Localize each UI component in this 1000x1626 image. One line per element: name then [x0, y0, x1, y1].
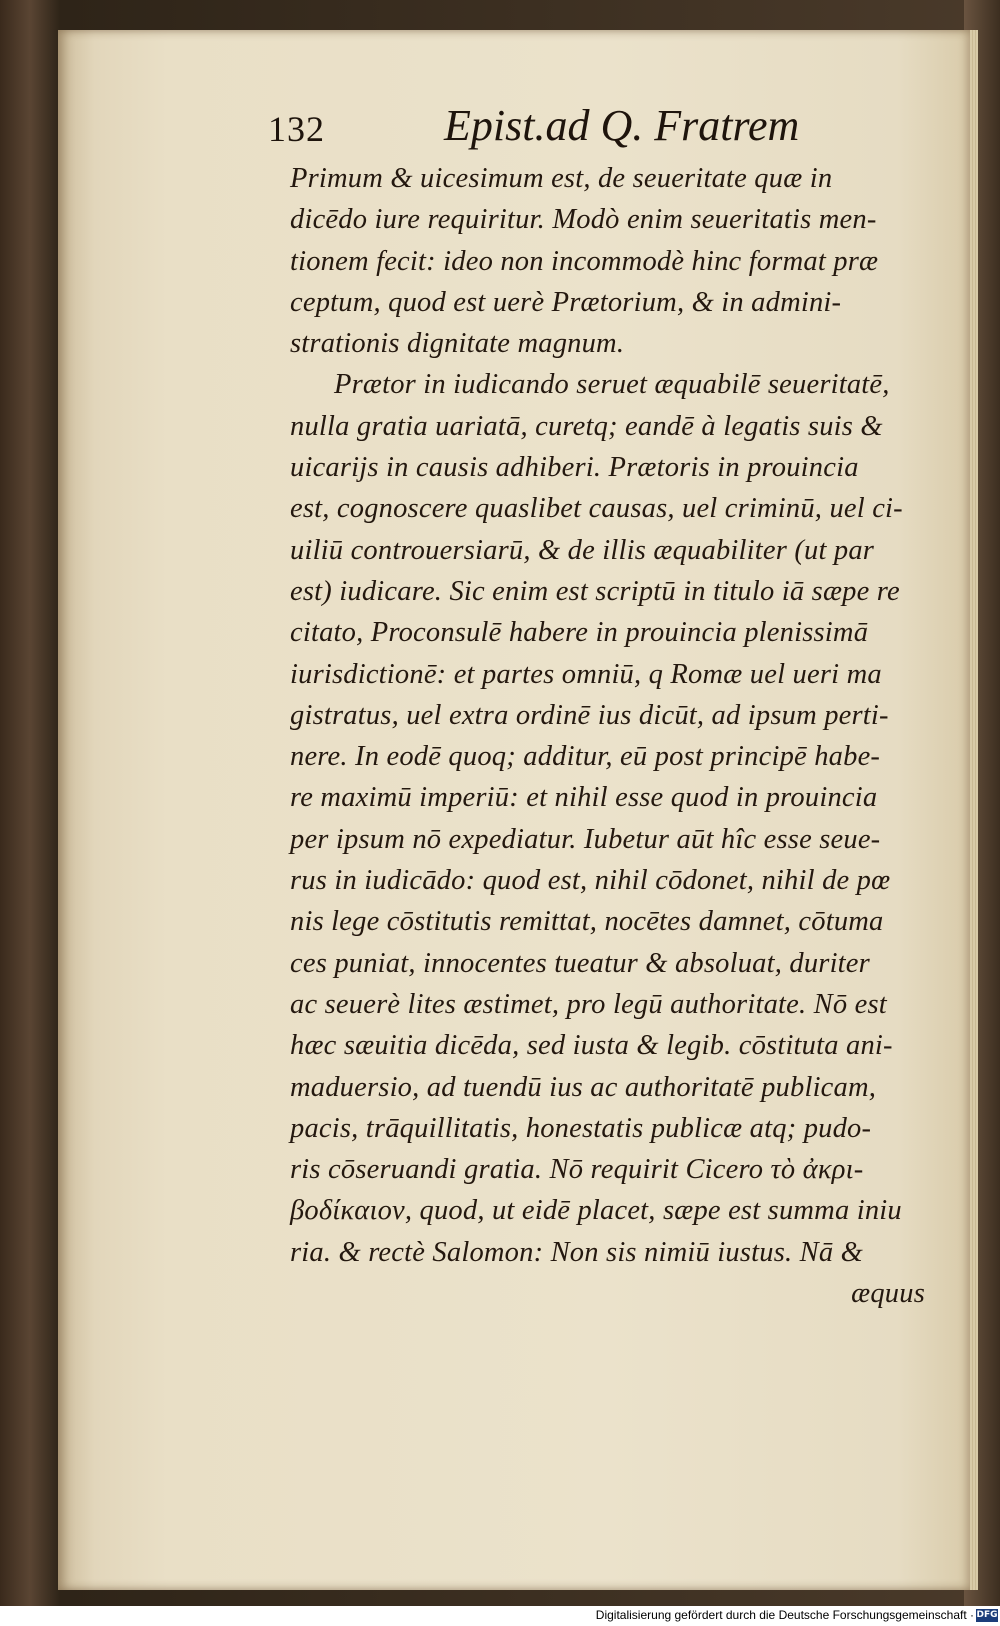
- text-line: ris cōseruandi gratia. Nō requirit Cicero τὸ ἀκρι-: [290, 1154, 864, 1186]
- dfg-logo: DFG: [976, 1610, 998, 1620]
- text-line: strationis dignitate magnum.: [290, 328, 625, 360]
- text-line: nulla gratia uariatā, curetq; eandē à legatis suis &: [290, 410, 883, 442]
- text-line: nere. In eodē quoq; additur, eū post principē habe-: [290, 741, 881, 773]
- running-head: Epist.ad Q. Fratrem: [444, 101, 800, 150]
- page-edge-stack: [970, 30, 978, 1590]
- body-text: [290, 158, 945, 1314]
- text-line: Primum & uicesimum est, de seueritate quæ in: [290, 163, 833, 194]
- text-line: gistratus, uel extra ordinē ius dicūt, ad ipsum perti-: [290, 699, 889, 731]
- text-line: est, cognoscere quaslibet causas, uel criminū, uel ci-: [290, 493, 903, 525]
- text-line: Prætor in iudicando seruet æquabilē seueritatē,: [334, 369, 890, 401]
- text-line: rus in iudicādo: quod est, nihil cōdonet, nihil de pœ: [290, 865, 891, 897]
- text-line: tionem fecit: ideo non incommodè hinc format præ: [290, 245, 879, 277]
- page-number: 132: [268, 109, 325, 149]
- digitization-credit: Digitalisierung gefördert durch die Deutsche Forschungsgemeinschaft ·: [595, 1608, 974, 1622]
- text-line: ces puniat, innocentes tueatur & absoluat, duriter: [290, 947, 870, 979]
- text-line: maduersio, ad tuendū ius ac authoritatē publicam,: [290, 1071, 877, 1103]
- text-line: dicēdo iure requiritur. Modò enim seueritatis men-: [290, 204, 877, 236]
- text-line: hæc sæuitia dicēda, sed iusta & legib. cōstituta ani-: [290, 1030, 893, 1062]
- page-header: [268, 98, 828, 158]
- text-line: nis lege cōstitutis remittat, nocētes damnet, cōtuma: [290, 906, 884, 938]
- text-line: ria. & rectè Salomon: Non sis nimiū iustus. Nā &: [290, 1236, 864, 1268]
- text-line: re maximū imperiū: et nihil esse quod in prouincia: [290, 782, 878, 814]
- text-line: per ipsum nō expediatur. Iubetur aūt hîc esse seue-: [290, 823, 881, 855]
- text-line: pacis, trāquillitatis, honestatis publicæ atq; pudo-: [290, 1112, 872, 1144]
- text-line: βοδίκαιον, quod, ut eidē placet, sæpe est summa iniu: [290, 1195, 902, 1227]
- text-line: iurisdictionē: et partes omniū, q Romæ uel ueri ma: [290, 658, 882, 690]
- text-line: ceptum, quod est uerè Prætorium, & in admini-: [290, 286, 842, 318]
- text-line: est) iudicare. Sic enim est scriptū in titulo iā sæpe re: [290, 575, 900, 607]
- catchword: æquus: [851, 1278, 925, 1310]
- text-line: uiliū controuersiarū, & de illis æquabiliter (ut par: [290, 534, 875, 566]
- text-line: citato, Proconsulē habere in prouincia plenissimā: [290, 617, 869, 649]
- text-line: ac seuerè lites æstimet, pro legū authoritate. Nō est: [290, 988, 887, 1020]
- text-line: uicarijs in causis adhiberi. Prætoris in prouincia: [290, 452, 859, 484]
